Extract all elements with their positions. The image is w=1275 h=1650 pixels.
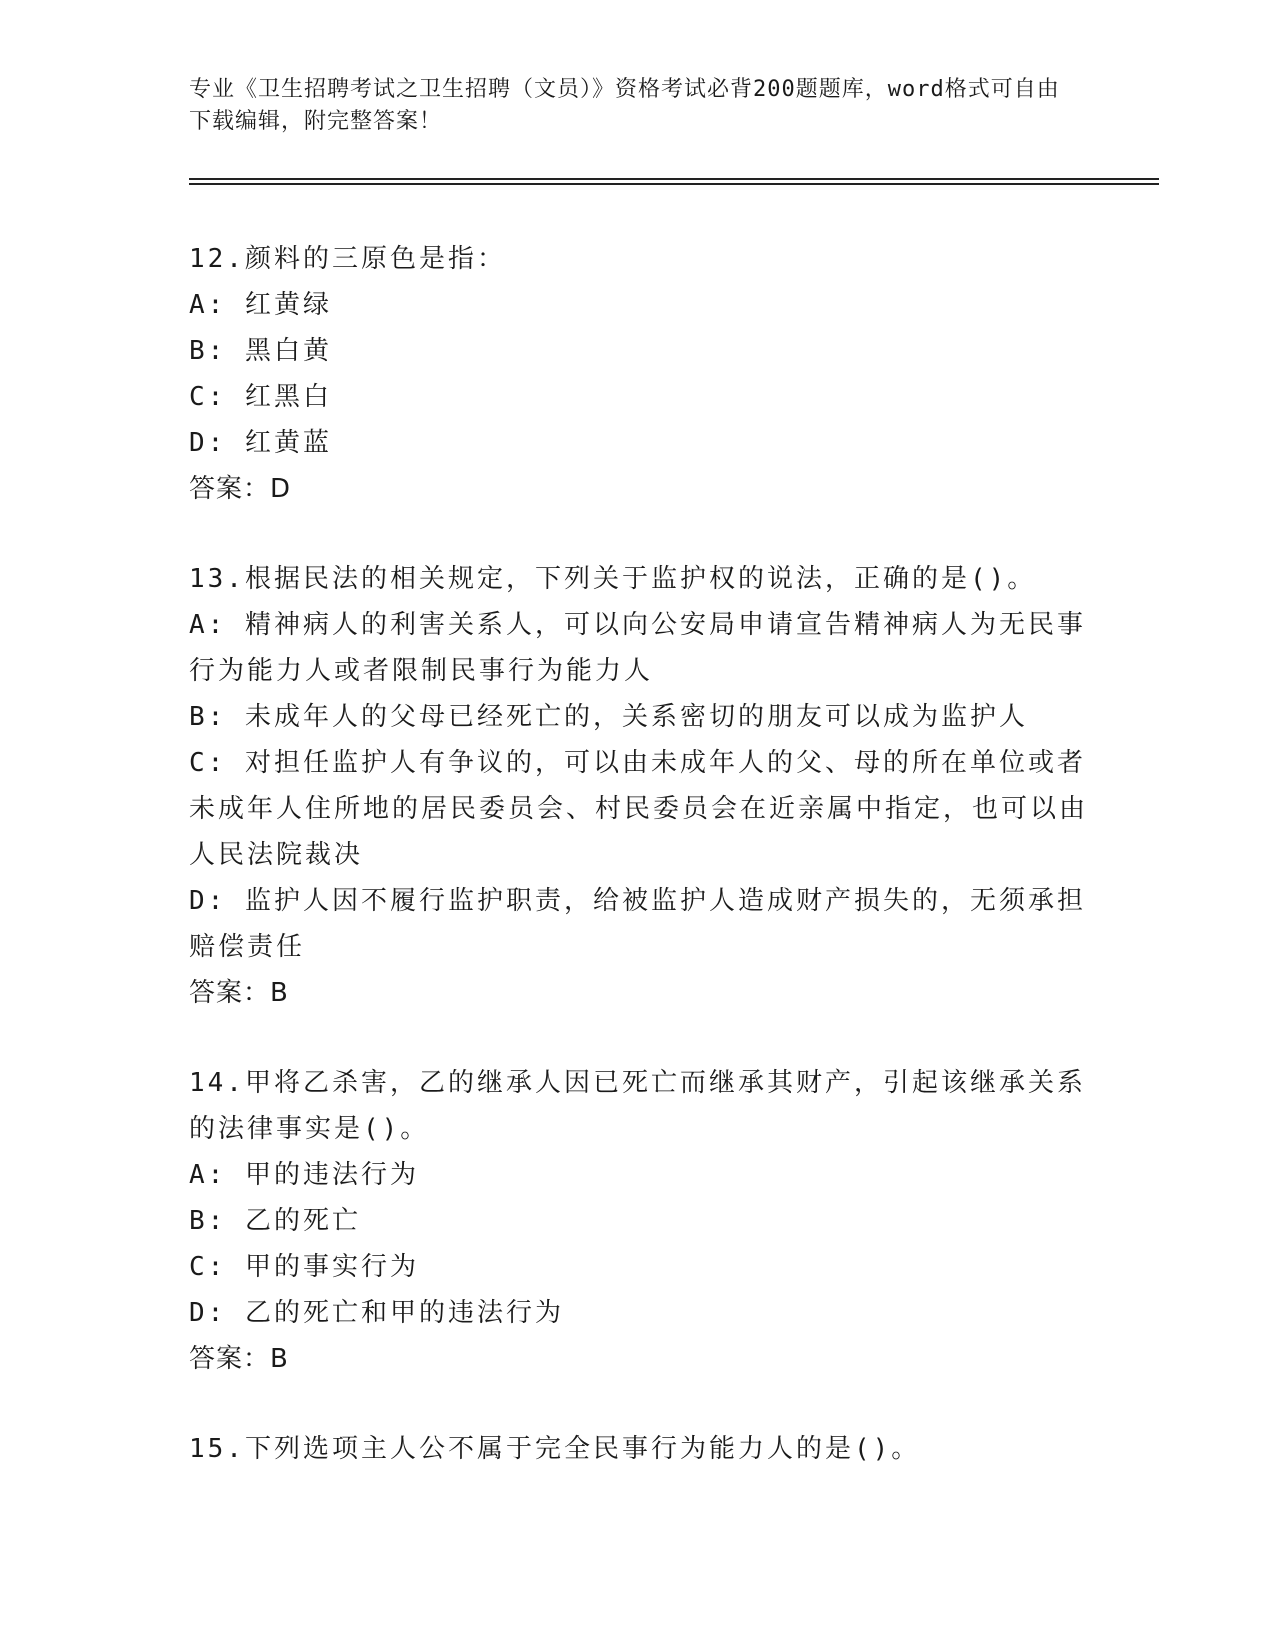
answer-line: 答案：B bbox=[189, 1344, 289, 1374]
option-a: A: 红黄绿 bbox=[189, 290, 332, 320]
option-b: B: 未成年人的父母已经死亡的，关系密切的朋友可以成为监护人 bbox=[189, 702, 1028, 732]
option-c: C: 甲的事实行为 bbox=[189, 1252, 419, 1282]
question-stem: 12.颜料的三原色是指： bbox=[189, 244, 506, 274]
question-stem: 15.下列选项主人公不属于完全民事行为能力人的是()。 bbox=[189, 1434, 921, 1464]
question-12 bbox=[189, 236, 1089, 512]
document-header: 专业《卫生招聘考试之卫生招聘（文员）》资格考试必背200题题库，word格式可自由下载编辑，附完整答案！ bbox=[189, 77, 1060, 134]
option-d: D: 监护人因不履行监护职责，给被监护人造成财产损失的，无须承担赔偿责任 bbox=[189, 886, 1086, 962]
answer-line: 答案：B bbox=[189, 978, 289, 1008]
option-c: C: 对担任监护人有争议的，可以由未成年人的父、母的所在单位或者未成年人住所地的居民委员会、村民委员会在近亲属中指定，也可以由人民法院裁决 bbox=[189, 748, 1089, 870]
question-stem: 14.甲将乙杀害，乙的继承人因已死亡而继承其财产，引起该继承关系的法律事实是()。 bbox=[189, 1068, 1086, 1144]
option-b: B: 乙的死亡 bbox=[189, 1206, 361, 1236]
option-d: D: 红黄蓝 bbox=[189, 428, 332, 458]
question-13 bbox=[189, 556, 1089, 1016]
option-a: A: 甲的违法行为 bbox=[189, 1160, 419, 1190]
question-14 bbox=[189, 1060, 1089, 1382]
option-d: D: 乙的死亡和甲的违法行为 bbox=[189, 1298, 564, 1328]
option-a: A: 精神病人的利害关系人，可以向公安局申请宣告精神病人为无民事行为能力人或者限制民事行为能力人 bbox=[189, 610, 1086, 686]
option-b: B: 黑白黄 bbox=[189, 336, 332, 366]
question-list bbox=[189, 236, 1089, 1472]
header-rule-bottom bbox=[189, 183, 1159, 185]
header-rule-top bbox=[189, 178, 1159, 180]
option-c: C: 红黑白 bbox=[189, 382, 332, 412]
question-stem: 13.根据民法的相关规定，下列关于监护权的说法，正确的是()。 bbox=[189, 564, 1037, 594]
answer-line: 答案：D bbox=[189, 474, 292, 504]
question-15 bbox=[189, 1426, 1089, 1472]
